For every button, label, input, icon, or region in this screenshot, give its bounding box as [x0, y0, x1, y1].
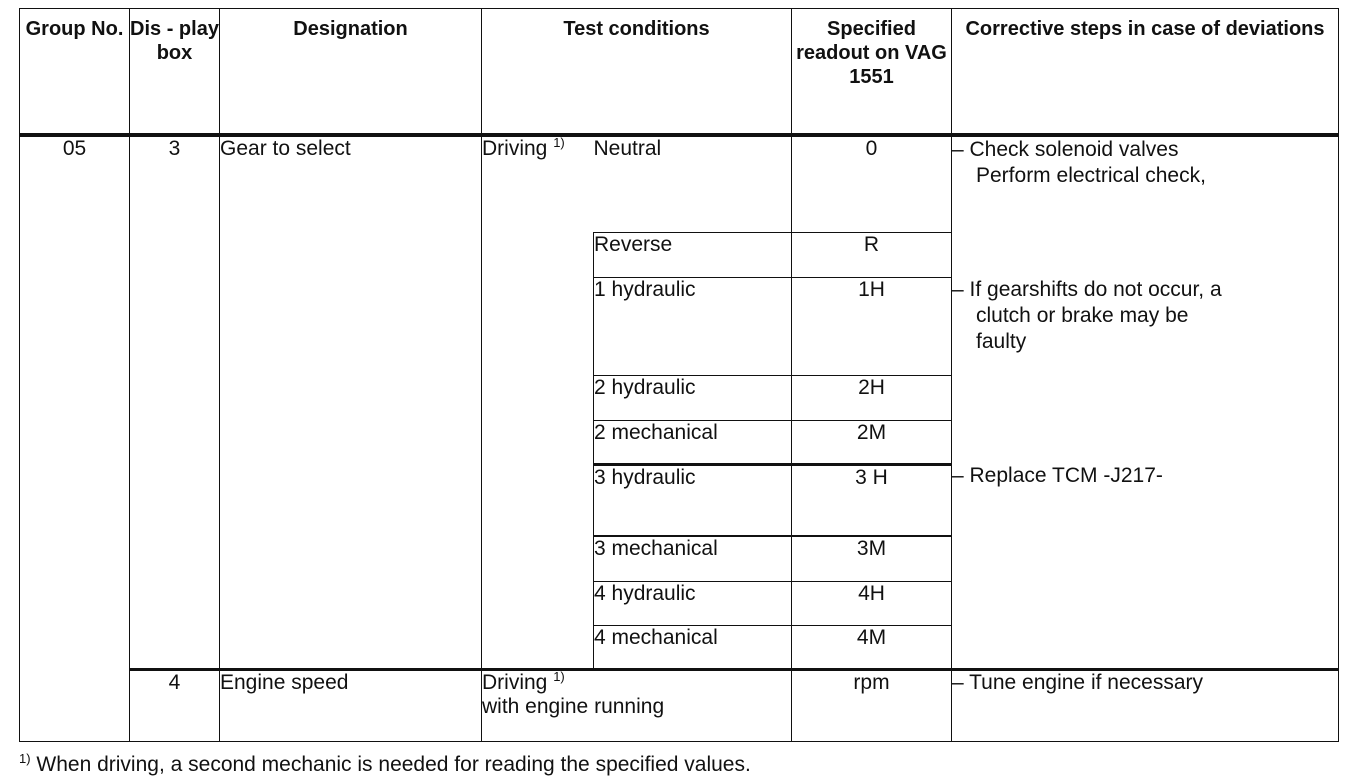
header-display-box: Dis - play box — [130, 9, 220, 136]
corrective-line: – Check solenoid valves — [952, 138, 1179, 161]
display-box: 4 — [130, 669, 220, 741]
gear-value: 1H — [792, 277, 952, 375]
corrective-line: faulty — [976, 330, 1027, 353]
gear-label: 1 hydraulic — [594, 277, 792, 375]
specification-table — [19, 8, 1339, 742]
header-designation: Designation — [220, 9, 482, 136]
footnote — [19, 751, 751, 777]
display-box: 3 — [130, 135, 220, 669]
footnote-text: When driving, a second mechanic is needed for reading the specified values. — [30, 753, 751, 776]
gear-value: 0 — [792, 135, 952, 232]
corrective-line: Perform electrical check, — [976, 164, 1206, 187]
gear-value: R — [792, 232, 952, 277]
table-row — [20, 135, 1339, 232]
gear-value: 2H — [792, 375, 952, 420]
table-row — [20, 669, 1339, 741]
test-condition — [482, 669, 792, 741]
footnote-mark: 1) — [553, 668, 565, 684]
gear-label: 2 mechanical — [594, 420, 792, 464]
gear-label: 2 hydraulic — [594, 375, 792, 420]
condition-text: with engine running — [482, 694, 665, 718]
gear-label: 4 mechanical — [594, 625, 792, 669]
gear-label: Neutral — [594, 135, 792, 232]
header-specified-readout: Specified readout on VAG 1551 — [792, 9, 952, 136]
gear-value: 4H — [792, 581, 952, 625]
group-number: 05 — [20, 135, 130, 741]
gear-value: 2M — [792, 420, 952, 464]
gear-label: Reverse — [594, 232, 792, 277]
designation: Gear to select — [220, 135, 482, 669]
footnote-mark: 1) — [553, 135, 565, 150]
gear-label: 3 hydraulic — [594, 464, 792, 536]
corrective-step — [952, 277, 1339, 464]
header-corrective-steps: Corrective steps in case of deviations — [952, 9, 1339, 136]
gear-value: 3M — [792, 536, 952, 581]
condition-text: Driving — [482, 670, 548, 694]
footnote-mark: 1) — [19, 751, 31, 766]
corrective-line: – If gearshifts do not occur, a — [952, 278, 1222, 301]
corrective-line: clutch or brake may be — [976, 304, 1189, 327]
readout-value: rpm — [792, 669, 952, 741]
corrective-step: – Tune engine if necessary — [952, 669, 1339, 741]
corrective-step — [952, 135, 1339, 277]
corrective-step: – Replace TCM -J217- — [952, 464, 1339, 669]
test-condition — [482, 135, 594, 669]
gear-label: 3 mechanical — [594, 536, 792, 581]
gear-label: 4 hydraulic — [594, 581, 792, 625]
header-row — [20, 9, 1339, 136]
designation: Engine speed — [220, 669, 482, 741]
condition-text: Driving — [482, 137, 548, 160]
gear-value: 4M — [792, 625, 952, 669]
header-group: Group No. — [20, 9, 130, 136]
gear-value: 3 H — [792, 464, 952, 536]
header-test-conditions: Test conditions — [482, 9, 792, 136]
